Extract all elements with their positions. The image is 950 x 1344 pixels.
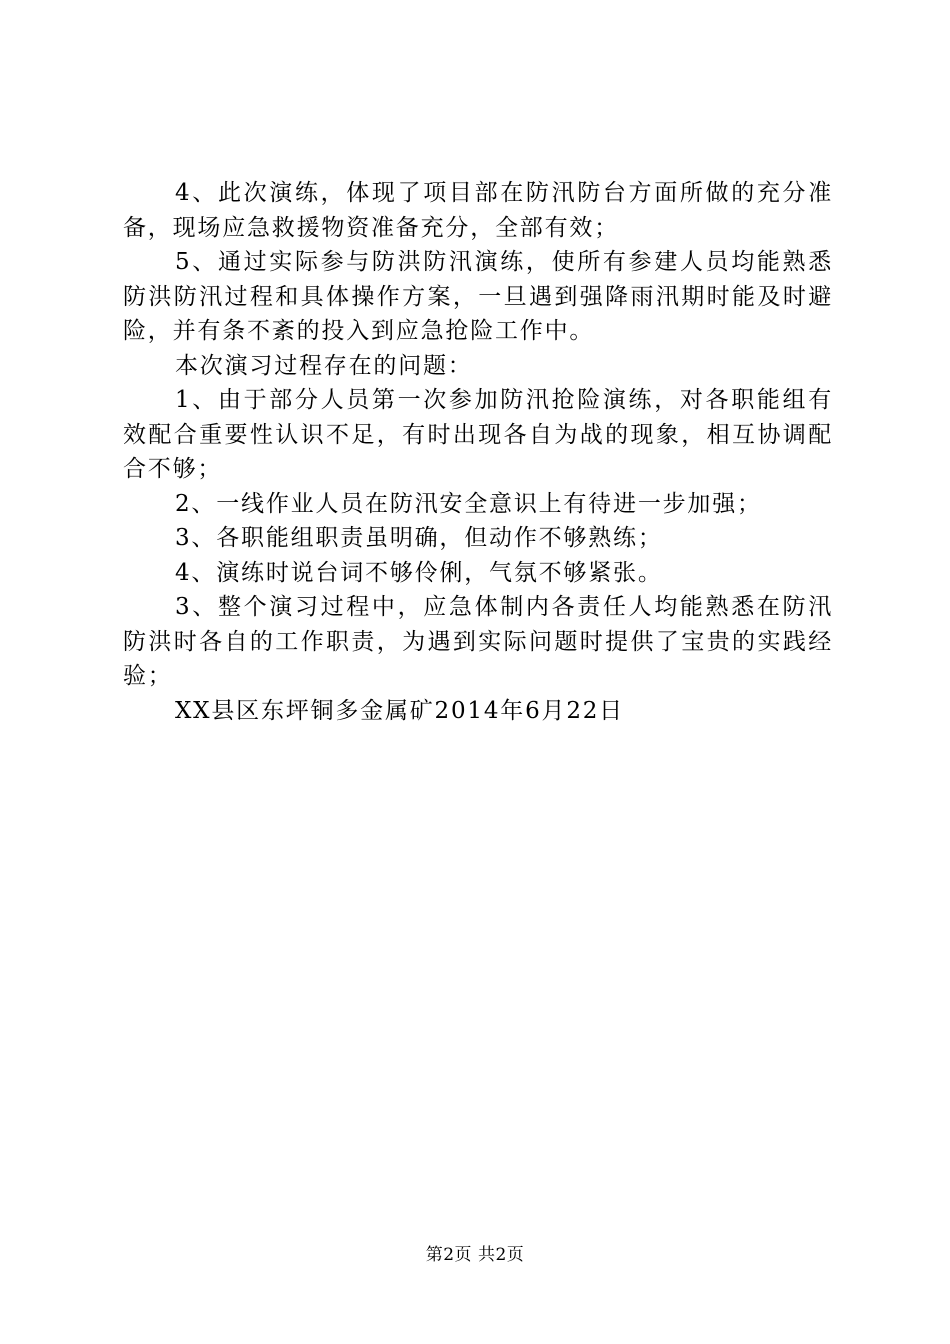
paragraph-drill-preparation: 4、此次演练，体现了项目部在防汛防台方面所做的充分准备，现场应急救援物资准备充分，全部有效； [123,180,833,241]
paragraph-drill-participation: 5、通过实际参与防洪防汛演练，使所有参建人员均能熟悉防洪防汛过程和具体操作方案，一旦遇到强降雨汛期时能及时避险，并有条不紊的投入到应急抢险工作中。 [123,249,833,344]
signature-date-line: XX县区东坪铜多金属矿2014年6月22日 [175,697,624,724]
paragraph-problem-atmosphere: 4、演练时说台词不够伶俐，气氛不够紧张。 [175,559,663,586]
paragraph-problems-heading: 本次演习过程存在的问题： [175,352,473,379]
paragraph-problem-coordination: 1、由于部分人员第一次参加防汛抢险演练，对各职能组有效配合重要性认识不足，有时出现各自为战的现象，相互协调配合不够； [123,387,833,482]
paragraph-problem-proficiency: 3、各职能组职责虽明确，但动作不够熟练； [175,525,663,551]
paragraph-drill-experience: 3、整个演习过程中，应急体制内各责任人均能熟悉在防汛防洪时各自的工作职责，为遇到实际问题时提供了宝贵的实践经验； [123,594,833,689]
document-body [123,176,833,728]
page-number-footer: 第2页 共2页 [425,1245,525,1265]
paragraph-problem-safety-awareness: 2、一线作业人员在防汛安全意识上有待进一步加强； [175,490,762,517]
